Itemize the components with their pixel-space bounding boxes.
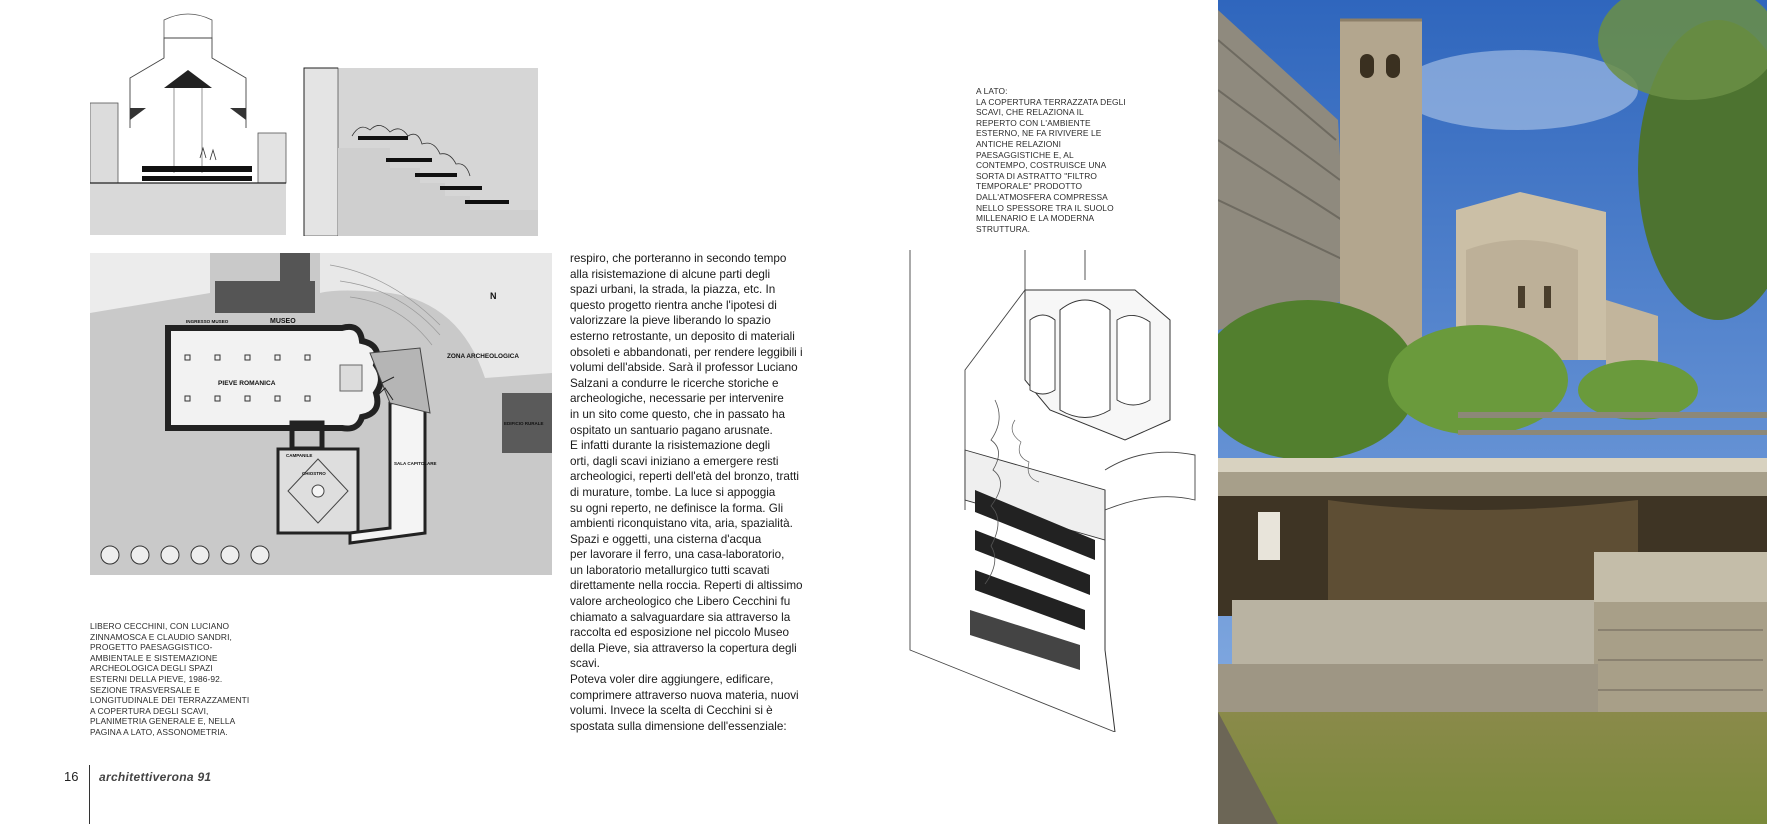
photo-cloud: [1398, 50, 1638, 130]
section-aisle-right: [230, 108, 246, 120]
photo-tower-window: [1360, 54, 1374, 78]
caption-right: A LATO: LA COPERTURA TERRAZZATA DEGLI SCAVI, CHE RELAZIONA IL REPERTO CON L'AMBIENTE ESTERNO, NE FA RIVIVERE LE ANTICHE RELAZIONI PAESAGGISTICHE E, AL CONTEMPO, COSTRUISCE UNA SORTA DI ASTRATTO "FILTRO TEMPORALE" PRODOTTO DALL'ATMOSFERA COMPRESSA NELLO SPESSORE TRA IL SUOLO MILLENARIO E LA MODERNA STRUTTURA.: [976, 86, 1126, 234]
plan-chiostro-label: CHIOSTRO: [302, 471, 326, 476]
section-floor: [142, 166, 252, 172]
body-line: Salzani a condurre le ricerche storiche e: [570, 376, 779, 390]
body-line: spostata sulla dimensione dell'essenziale:: [570, 719, 787, 733]
section-left-wall: [90, 103, 118, 183]
axonometry: [905, 250, 1200, 732]
body-line: spazi urbani, la strada, la piazza, etc. In: [570, 283, 776, 297]
body-line: un laboratorio metallurgico tutti scavati: [570, 563, 770, 577]
section-roof-truss: [164, 70, 212, 88]
photo-stone-wall: [1594, 602, 1767, 712]
caption-left: LIBERO CECCHINI, CON LUCIANO ZINNAMOSCA E CLAUDIO SANDRI, PROGETTO PAESAGGISTICO-AMBIENTALE E SISTEMAZIONE ARCHEOLOGICA DEGLI SPAZI ESTERNI DELLA PIEVE, 1986-92. SEZIONE TRASVERSALE E LONGITUDINALE DEI TERRAZZAMENTI A COPERTURA DEGLI SCAVI, PLANIMETRIA GENERALE E, NELLA PAGINA A LATO, ASSONOMETRIA.: [90, 621, 250, 737]
photo-pieve: [1218, 0, 1767, 824]
body-line: in un sito come questo, che in passato ha: [570, 407, 786, 421]
photo-apse-window: [1544, 286, 1551, 308]
body-line: archeologici, reperti dell'età del bronzo, tratti: [570, 470, 799, 484]
body-line: ospitato un santuario pagano arusnate.: [570, 423, 773, 437]
body-line: valore archeologico che Libero Cecchini fu: [570, 595, 791, 609]
body-line: della Pieve, sia attraverso la copertura degli: [570, 641, 797, 655]
long-section-slab: [465, 200, 509, 204]
plan-edificio-label: EDIFICIO RURALE: [504, 421, 544, 426]
body-line: direttamente nella roccia. Reperti di altissimo: [570, 579, 803, 593]
section-tower: [164, 14, 212, 38]
site-plan-svg: [90, 253, 552, 575]
folio-rule: [89, 765, 90, 824]
plan-building-top: [215, 281, 315, 313]
plan-pieve-label: PIEVE ROMANICA: [218, 380, 276, 387]
axo-side-apse: [1117, 315, 1150, 405]
plan-north-label: N: [490, 291, 497, 301]
body-line: di murature, tombe. La luce si appoggia: [570, 485, 776, 499]
photo-slab-edge: [1218, 472, 1767, 496]
body-line: comprimere attraverso nuova materia, nuovi: [570, 688, 799, 702]
body-line: respiro, che porteranno in secondo tempo: [570, 252, 787, 265]
body-line: esterno retrostante, un deposito di materiali: [570, 329, 795, 343]
axonometry-svg: [905, 250, 1200, 732]
plan-tree: [191, 546, 209, 564]
page-number: 16: [64, 769, 79, 784]
long-section-slab: [386, 158, 432, 162]
photo-lower-wall: [1218, 664, 1598, 714]
photo-railing: [1458, 412, 1767, 418]
body-line: volumi. Invece la scelta di Cecchini si è: [570, 704, 773, 718]
axo-edge: [1105, 490, 1115, 732]
journal-logo: architettiverona 91: [99, 770, 212, 784]
section-right-wall: [258, 133, 286, 183]
photo-info-panel: [1258, 512, 1280, 560]
plan-tree: [101, 546, 119, 564]
plan-tree: [221, 546, 239, 564]
body-line: Spazi e oggetti, una cisterna d'acqua: [570, 532, 762, 546]
plan-building-top: [280, 253, 310, 283]
body-text: [570, 251, 803, 734]
photo-tower-window: [1386, 54, 1400, 78]
section-figures: [200, 148, 216, 160]
plan-tree: [131, 546, 149, 564]
plan-ingresso-label: INGRESSO MUSEO: [186, 319, 229, 324]
photo-excavation-soil: [1328, 500, 1638, 600]
section-terrace: [142, 176, 252, 181]
body-line: su ogni reperto, ne definisce la forma. Gli: [570, 501, 784, 515]
body-line: volumi dell'abside. Sarà il professor Luciano: [570, 361, 798, 375]
body-line: questo progetto rientra anche l'ipotesi di: [570, 298, 777, 312]
body-line: alla risistemazione di alcune parti degli: [570, 267, 771, 281]
plan-zona-label: ZONA ARCHEOLOGICA: [447, 353, 519, 360]
body-line: raccolta ed esposizione nel piccolo Museo: [570, 626, 789, 640]
body-line: obsoleti e abbandonati, per rendere leggibili i: [570, 345, 803, 359]
plan-tree: [251, 546, 269, 564]
plan-altar: [340, 365, 362, 391]
photo-svg: [1218, 0, 1767, 824]
plan-tree: [161, 546, 179, 564]
axo-curved-wall: [1105, 452, 1195, 510]
body-line: orti, dagli scavi iniziano a emergere resti: [570, 454, 779, 468]
photo-bush-center: [1388, 325, 1568, 435]
long-section-slab: [358, 136, 408, 140]
photo-concrete-slab: [1218, 458, 1767, 472]
photo-railing: [1458, 430, 1767, 435]
body-line: Poteva voler dire aggiungere, edificare,: [570, 673, 774, 687]
body-line: archeologiche, necessarie per intervenire: [570, 392, 784, 406]
body-line: ambienti riconquistano vita, aria, spazialità.: [570, 517, 793, 531]
photo-stone-block: [1594, 552, 1767, 602]
body-line: chiamato a salvaguardare sia attraverso la: [570, 610, 791, 624]
section-drawings-svg: [90, 8, 588, 236]
long-section-slab: [440, 186, 482, 190]
axo-side-apse: [1030, 315, 1055, 394]
long-section-wall: [304, 68, 338, 236]
plan-sala-label: SALA CAPITOLARE: [394, 461, 437, 466]
plan-campanile-label: CAMPANILE: [286, 453, 313, 458]
body-line: valorizzare la pieve liberando lo spazio: [570, 314, 771, 328]
plan-well: [312, 485, 324, 497]
plan-museo-label: MUSEO: [270, 318, 296, 325]
body-line: per lavorare il ferro, una casa-laboratorio,: [570, 548, 785, 562]
section-drawings: [90, 8, 588, 236]
body-line: E infatti durante la risistemazione degli: [570, 439, 771, 453]
photo-bush-right: [1578, 360, 1698, 420]
section-aisle-left: [130, 108, 146, 120]
section-ground: [90, 183, 286, 235]
photo-tower: [1340, 20, 1422, 350]
long-section-slab: [415, 173, 457, 177]
axo-main-apse: [1060, 300, 1110, 418]
site-plan: [90, 253, 552, 575]
photo-stone-block: [1232, 600, 1632, 664]
photo-grass: [1218, 712, 1767, 824]
body-line: scavi.: [570, 657, 600, 671]
photo-apse-window: [1518, 286, 1525, 308]
